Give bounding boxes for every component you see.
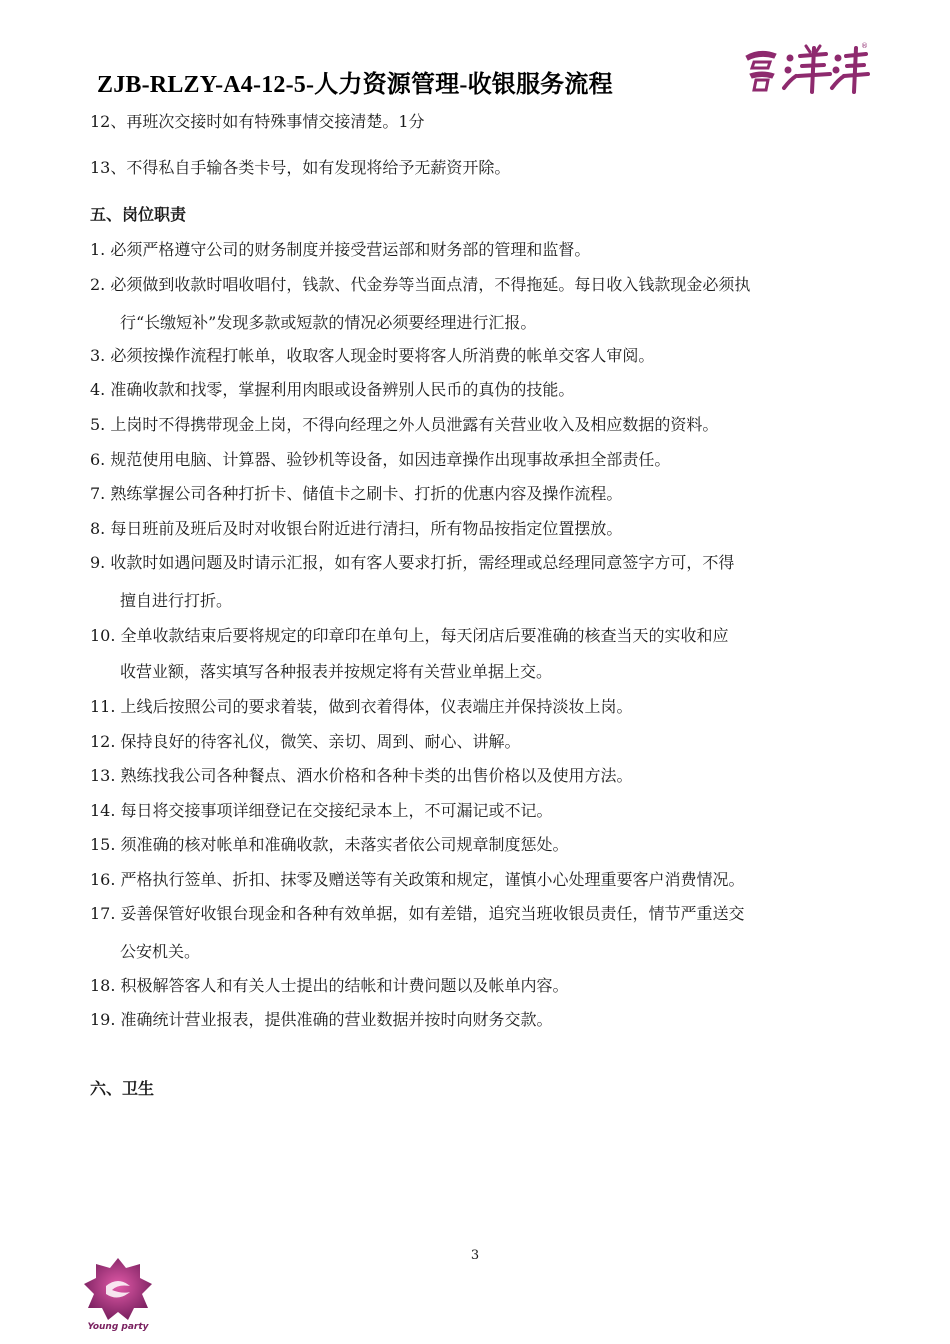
duty-line-continued: 收营业额，落实填写各种报表并按规定将有关营业单据上交。 bbox=[120, 662, 553, 681]
duty-line-continued: 公安机关。 bbox=[120, 942, 201, 961]
duty-line: 16. 严格执行签单、折扣、抹零及赠送等有关政策和规定，谨慎小心处理重要客户消费情况。 bbox=[90, 870, 745, 889]
svg-text:®: ® bbox=[861, 42, 868, 50]
brand-logo-graphic bbox=[740, 38, 870, 98]
duty-line: 18. 积极解答客人和有关人士提出的结帐和计费问题以及帐单内容。 bbox=[90, 976, 569, 995]
duty-line: 4. 准确收款和找零，掌握利用肉眼或设备辨别人民币的真伪的技能。 bbox=[90, 380, 575, 399]
duty-line: 9. 收款时如遇问题及时请示汇报，如有客人要求打折，需经理或总经理同意签字方可，不得 bbox=[90, 553, 735, 572]
duty-line: 13. 熟练找我公司各种餐点、酒水价格和各种卡类的出售价格以及使用方法。 bbox=[90, 766, 633, 785]
duty-line-continued: 擅自进行打折。 bbox=[120, 591, 233, 610]
duty-line: 3. 必须按操作流程打帐单，收取客人现金时要将客人所消费的帐单交客人审阅。 bbox=[90, 346, 655, 365]
duty-line: 14. 每日将交接事项详细登记在交接纪录本上，不可漏记或不记。 bbox=[90, 801, 553, 820]
brand-logo bbox=[740, 38, 870, 98]
section-heading-hygiene: 六、卫生 bbox=[90, 1079, 155, 1098]
document-title: ZJB-RLZY-A4-12-5-人力资源管理-收银服务流程 bbox=[97, 72, 613, 98]
duty-line: 11. 上线后按照公司的要求着装，做到衣着得体，仪表端庄并保持淡妆上岗。 bbox=[90, 697, 633, 716]
duty-line: 2. 必须做到收款时唱收唱付，钱款、代金券等当面点清，不得拖延。每日收入钱款现金必须执 bbox=[90, 275, 751, 294]
duty-line: 10. 全单收款结束后要将规定的印章印在单句上，每天闭店后要准确的核查当天的实收和应 bbox=[90, 626, 729, 645]
duty-line: 7. 熟练掌握公司各种打折卡、储值卡之刷卡、打折的优惠内容及操作流程。 bbox=[90, 484, 623, 503]
duty-line: 17. 妥善保管好收银台现金和各种有效单据，如有差错，追究当班收银员责任，情节严重送交 bbox=[90, 904, 745, 923]
section-heading-duties: 五、岗位职责 bbox=[90, 205, 187, 224]
footer-logo-caption: Young party bbox=[87, 1322, 149, 1332]
rule-item-13: 13、不得私自手输各类卡号，如有发现将给予无薪资开除。 bbox=[90, 158, 511, 177]
duty-line: 19. 准确统计营业报表，提供准确的营业数据并按时向财务交款。 bbox=[90, 1010, 553, 1029]
duty-line: 6. 规范使用电脑、计算器、验钞机等设备，如因违章操作出现事故承担全部责任。 bbox=[90, 450, 671, 469]
duty-line: 15. 须准确的核对帐单和准确收款，未落实者依公司规章制度惩处。 bbox=[90, 835, 569, 854]
duty-line: 1. 必须严格遵守公司的财务制度并接受营运部和财务部的管理和监督。 bbox=[90, 240, 591, 259]
duty-line: 8. 每日班前及班后及时对收银台附近进行清扫，所有物品按指定位置摆放。 bbox=[90, 519, 623, 538]
duty-line: 5. 上岗时不得携带现金上岗，不得向经理之外人员泄露有关营业收入及相应数据的资料。 bbox=[90, 415, 719, 434]
duty-line-continued: 行“长缴短补”发现多款或短款的情况必须要经理进行汇报。 bbox=[120, 313, 537, 332]
duty-line: 12. 保持良好的待客礼仪，微笑、亲切、周到、耐心、讲解。 bbox=[90, 732, 521, 751]
footer-logo bbox=[82, 1254, 154, 1332]
page-number: 3 bbox=[470, 1248, 480, 1263]
footer-logo-graphic bbox=[82, 1254, 154, 1332]
rule-item-12: 12、再班次交接时如有特殊事情交接清楚。1分 bbox=[90, 112, 425, 131]
